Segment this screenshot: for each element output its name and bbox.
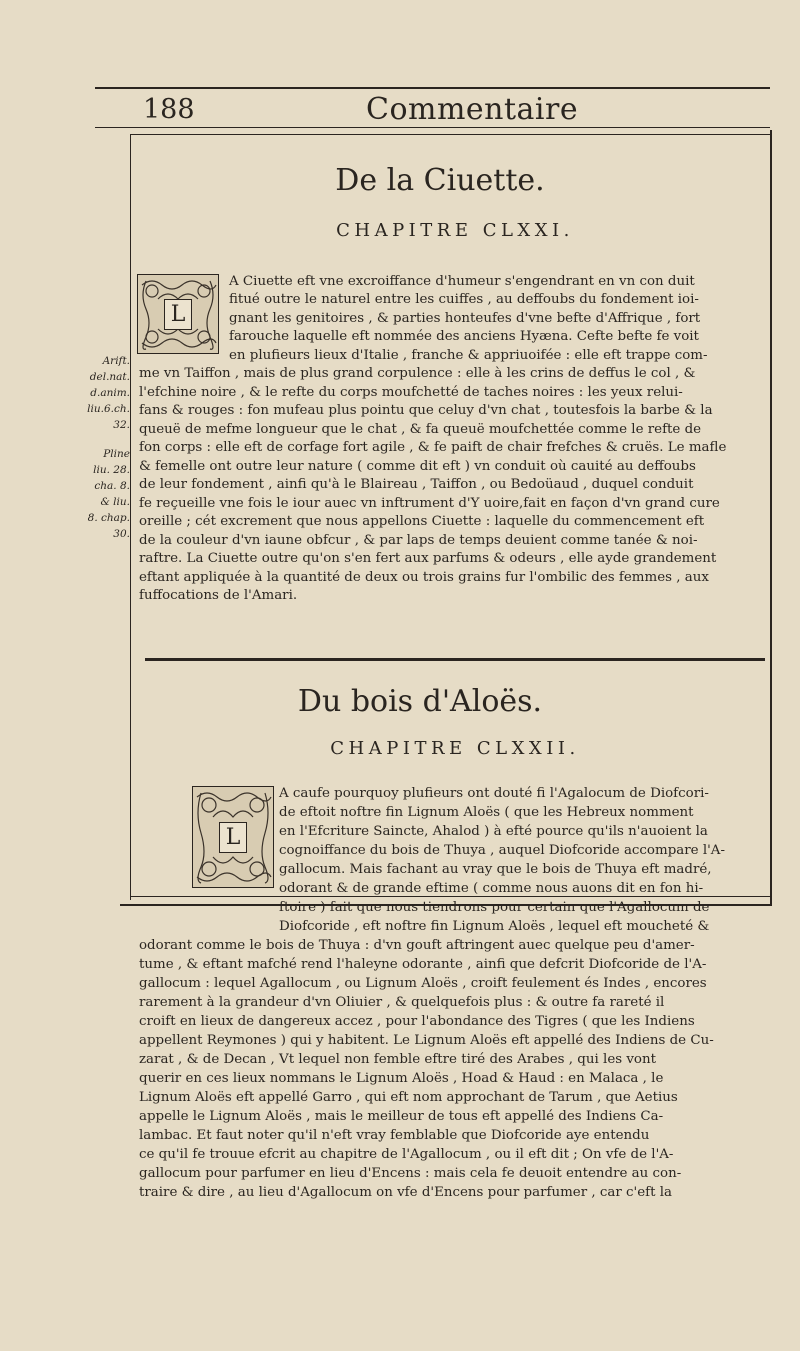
text-line: tume , & eftant mafché rend l'haleyne odorante , ainfi que defcrit Diofcoride de l'A- [139, 957, 707, 972]
text-line: gallocum. Mais fachant au vray que le bois de Thuya eft madré, [279, 862, 712, 877]
text-line: de leur fondement , ainfi qu'à le Blaireau , Taiffon , ou Bedoüaud , duquel conduit [139, 477, 694, 492]
initial-letter: L [164, 299, 193, 330]
text-line: en l'Efcriture Saincte, Ahalod ) à efté pource qu'ils n'auoient la [279, 824, 708, 839]
text-line: fans & rouges : fon mufeau plus pointu que celuy d'vn chat , toutesfois la barbe & la [139, 403, 713, 418]
text-line: Diofcoride , eft noftre fin Lignum Aloës , lequel eft moucheté & [279, 919, 710, 934]
page-number: 188 [143, 94, 195, 125]
text-line: A Ciuette eft vne excroiffance d'humeur s'engendrant en vn con duit [229, 274, 695, 289]
text-line: fuffocations de l'Amari. [139, 588, 298, 603]
text-line: oreille ; cét excrement que nous appellons Ciuette : laquelle du commencement eft [139, 514, 705, 529]
text-line: farouche laquelle eft nommée des anciens Hyæna. Cefte befte fe voit [229, 329, 699, 344]
initial-letter: L [219, 822, 248, 853]
margin-note-line: liu. 28. [93, 464, 130, 476]
text-line: fe reçueille vne fois le iour auec vn inftrument d'Y uoire,fait en façon d'vn grand cure [139, 496, 720, 511]
text-line: raftre. La Ciuette outre qu'on s'en fert aux parfums & odeurs , elle ayde grandement [139, 551, 717, 566]
text-line: de eftoit noftre fin Lignum Aloës ( que les Hebreux nomment [279, 805, 694, 820]
margin-note-line: liu.6.ch. [87, 403, 130, 415]
margin-note-pliny [68, 446, 130, 542]
text-line: odorant & de grande eftime ( comme nous auons dit en fon hi- [279, 881, 704, 896]
text-line: A caufe pourquoy plufieurs ont douté fi l'Agalocum de Diofcori- [279, 786, 709, 801]
text-line: eftant appliquée à la quantité de deux ou trois grains fur l'ombilic des femmes , aux [139, 570, 709, 585]
text-line: rarement à la grandeur d'vn Oliuier , & quelquefois plus : & outre fa rareté il [139, 995, 665, 1010]
text-line: appelle le Lignum Aloës , mais le meilleur de tous eft appellé des Indiens Ca- [139, 1109, 664, 1124]
header-rule-bottom [95, 127, 770, 128]
text-line: fitué outre le naturel entre les cuiffes , au deffoubs du fondement ioi- [229, 292, 699, 307]
chapter-heading-171: CHAPITRE CLXXI. [336, 220, 574, 241]
text-line: me vn Taiffon , mais de plus grand corpulence : elle à les crins de deffus le col , & [139, 366, 696, 381]
header-rule-top [95, 87, 770, 89]
margin-note-line: & liu. [100, 496, 130, 508]
margin-note-line: 30. [113, 528, 130, 540]
chapter-heading-172: CHAPITRE CLXXII. [330, 738, 580, 759]
frame-top-rule [130, 134, 770, 135]
text-line: querir en ces lieux nommans le Lignum Aloës , Hoad & Haud : en Malaca , le [139, 1071, 664, 1086]
text-line: gallocum : lequel Agallocum , ou Lignum Aloës , croift feulement és Indes , encores [139, 976, 707, 991]
text-line: de la couleur d'vn iaune obfcur , & par laps de temps deuient comme tanée & noi- [139, 533, 698, 548]
text-line: lambac. Et faut noter qu'il n'eft vray femblable que Diofcoride aye entendu [139, 1128, 650, 1143]
ornamental-initial [137, 274, 219, 354]
text-line: cognoiffance du bois de Thuya , auquel Diofcoride accompare l'A- [279, 843, 725, 858]
text-line: gnant les genitoires , & parties honteufes d'vne befte d'Affrique , fort [229, 311, 701, 326]
margin-note-line: 8. chap. [87, 512, 130, 524]
section-divider-rule [145, 658, 765, 661]
text-line: appellent Reymones ) qui y habitent. Le Lignum Aloës eft appellé des Indiens de Cu- [139, 1033, 714, 1048]
margin-note-line: d.anim. [90, 387, 130, 399]
margin-note-line: Pline [103, 448, 130, 460]
ornamental-initial [192, 786, 274, 888]
margin-note-line: del.nat. [89, 371, 130, 383]
frame-left-rule [130, 134, 131, 900]
section-title-aloes: Du bois d'Aloës. [297, 684, 543, 719]
text-line: en plufieurs lieux d'Italie , franche & appriuoifée : elle eft trappe com- [229, 348, 708, 363]
margin-note-aristotle [68, 353, 130, 433]
text-line: croift en lieux de dangereux accez , pour l'abondance des Tigres ( que les Indiens [139, 1014, 695, 1029]
text-line: Lignum Aloës eft appellé Garro , qui eft nom approchant de Tarum , que Aetius [139, 1090, 678, 1105]
margin-note-line: Arift. [102, 355, 130, 367]
margin-note-line: 32. [113, 419, 130, 431]
text-line: zarat , & de Decan , Vt lequel non femble eftre tiré des Arabes , qui les vont [139, 1052, 657, 1067]
text-line: traire & dire , au lieu d'Agallocum on vfe d'Encens pour parfumer , car c'eft la [139, 1185, 672, 1200]
text-line: fon corps : elle eft de corfage fort agile , & fe paift de chair frefches & cruës. Le mafle [139, 440, 727, 455]
text-line: l'efchine noire , & le refte du corps moufchetté de taches noires : les yeux relui- [139, 385, 683, 400]
text-line: odorant comme le bois de Thuya : d'vn gouft aftringent auec quelque peu d'amer- [139, 938, 695, 953]
text-line: & femelle ont outre leur nature ( comme dit eft ) vn conduit où cauité au deffoubs [139, 459, 696, 474]
text-line: ce qu'il fe trouue efcrit au chapitre de l'Agallocum , ou il eft dit ; On vfe de l'A- [139, 1147, 674, 1162]
text-line: ftoire ) fait que nous tiendrons pour certain que l'Agallocum de [279, 900, 710, 915]
text-line: queuë de mefme longueur que le chat , & fa queuë moufchettée comme le refte de [139, 422, 702, 437]
text-line: gallocum pour parfumer en lieu d'Encens : mais cela fe deuoit entendre au con- [139, 1166, 682, 1181]
frame-right-rule [770, 130, 772, 904]
running-head: Commentaire [366, 92, 579, 127]
margin-note-line: cha. 8. [94, 480, 130, 492]
section-title-civet: De la Ciuette. [335, 163, 545, 198]
